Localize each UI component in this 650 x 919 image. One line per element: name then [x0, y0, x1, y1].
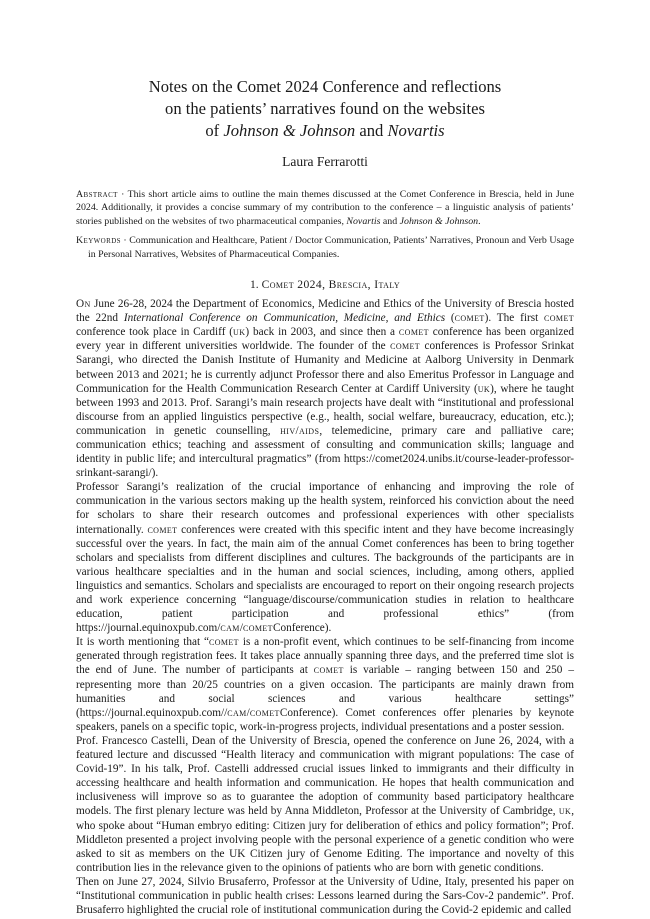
text-run: comet	[249, 706, 280, 719]
keywords-label: Keywords	[76, 235, 121, 247]
text-run: comet	[242, 622, 273, 635]
text-run: comet	[398, 326, 429, 339]
text-run: (	[445, 312, 455, 325]
section-heading	[76, 278, 574, 291]
text-run: uk	[477, 382, 491, 395]
text-run: , who spoke about “Human embryo editing: Citizen jury for deliberation of ethics and policy formation”; Prof. Middleton presented a project involving people with the personal experience of a genetic condition who were asked to sit as members on the UK Citizen jury of Genome Editing. The importance and novelty of this contribution lies in the relevance given to the opinions of patients who are born with genetic conditions.	[76, 805, 574, 874]
text-run: cam	[220, 622, 240, 635]
keywords-text: Communication and Healthcare, Patient / Doctor Communication, Patients’ Narratives, Pronoun and Verb Usage in Personal Narratives, Websites of Pharmaceutical Companies.	[88, 235, 574, 260]
section-number: 1.	[250, 278, 262, 292]
text-run: comet	[454, 312, 485, 325]
abstract-separator: ·	[117, 189, 128, 200]
title-line-3	[76, 120, 574, 142]
abstract-end: .	[478, 215, 481, 227]
text-run: Conference).	[272, 622, 332, 635]
text-run: conference took place in Cardiff (	[76, 326, 234, 339]
paragraph-3	[76, 635, 574, 734]
text-run: ), where he taught between 1993 and 2013. Prof. Sarangi’s main research projects have dealt with “institutional and professional discourse from an applied linguistics perspective (e.g., health, social welfare, bureaucracy, education, etc.); communication in genetic counselling,	[76, 382, 574, 437]
text-run: Prof. Francesco Castelli, Dean of the University of Brescia, opened the conference on June 26, 2024, with a featured lecture and discussed “Health literacy and communication with migrant populations: The case of Covid-19”. In his talk, Prof. Castelli addressed crucial issues linked to immigrants and their difficulty in accessing healthcare and health information and communication. He hopes that health communication and inclusiveness will improve so as to guarantee the adoption of community based participatory healthcare models. The first plenary lecture was held by Anna Middleton, Professor at the University of Cambridge,	[76, 734, 574, 818]
abstract-and: and	[380, 215, 400, 227]
text-run: June 26-28, 2024 the Department of Economics, Medicine and Ethics of the University of Brescia hosted the 22nd	[76, 298, 574, 325]
text-run: conferences is Professor Srinkat Sarangi, who directed the Danish Institute of Humanity and Medicine at Aalborg University in Denmark between 2013 and 2021; he is currently adjunct Professor there and also Emeritus Professor in Language and Communication for the Health Communication Research Center at Cardiff University (	[76, 340, 574, 395]
text-run: comet	[544, 312, 575, 325]
text-run: ). The first	[484, 312, 545, 325]
text-run: Conference). Comet conferences offer plenaries by keynote speakers, panels on a specific topic, work-in-progress projects, individual presentations and a poster session.	[76, 706, 574, 733]
text-run: comet	[313, 664, 344, 677]
title-line-3-prefix: of	[205, 121, 224, 140]
text-run: comet	[147, 523, 178, 536]
title-line-1: Notes on the Comet 2024 Conference and reflections	[148, 77, 502, 96]
section-title: Comet 2024, Brescia, Italy	[261, 278, 400, 292]
text-run: /	[239, 622, 243, 635]
text-run: uk	[558, 805, 572, 818]
title-line-3-and: and	[355, 121, 388, 140]
abstract	[76, 188, 574, 228]
text-run: On	[76, 298, 91, 311]
author-name: Laura Ferrarotti	[282, 154, 368, 169]
text-run: is a non-profit event, which continues to be self-financing from income generated through registration fees. It takes place annually spanning three days, and the preferred time slot is the end of June. The number of participants at	[76, 636, 574, 677]
abstract-company-1: Novartis	[346, 215, 381, 227]
title-line-2: on the patients’ narratives found on the websites	[165, 99, 485, 118]
text-run: is variable – ranging between 150 and 250 – representing more than 20/25 countries on a given occasion. The participants are mainly drawn from humanities and social sciences and various healthcare settings” (https://journal.equinoxpub.com//	[76, 664, 574, 719]
abstract-label: Abstract	[76, 189, 118, 200]
abstract-text: This short article aims to outline the main themes discussed at the Comet Conference in Brescia, held in June 2024. Additionally, it provides a concise summary of my contribution to the conference – a linguistic analysis of patients’ stories published on the websites of two pharmaceutical companies,	[76, 189, 574, 227]
text-run: Professor Sarangi’s realization of the crucial importance of enhancing and improving the role of communication in the various sectors making up the health system, reinforced his conviction about the need for scholars to share their research outcomes and professional experiences with other specialists internationally.	[76, 481, 574, 536]
abstract-company-2: Johnson & Johnson	[399, 215, 479, 227]
text-run: conferences were created with this specific intent and they have become increasingly successful over the years. In fact, the main aim of the annual Comet conferences has been to bring together scholars and specialists from different disciplines and cultures. The backgrounds of the participants are in various healthcare specialties and in the human and social sciences, including, among others, applied linguistics and semantics. Scholars and specialists are encouraged to report on their ongoing research projects and work experience concerning “language/discourse/communication studies in relation to healthcare education, patient participation and professional ethics” (from https://journal.equinoxpub.com/	[76, 523, 574, 635]
title-company-2: Novartis	[387, 121, 445, 140]
text-run: , telemedicine, primary care and palliative care; communication ethics; teaching and assessment of consulting and communication skills; language and identity in public life; and intercultural pragmatics” (from https://comet2024.unibs.it/course-leader-professor-srinkant-sarangi/).	[76, 424, 574, 480]
article-title	[76, 76, 574, 142]
text-run: cam	[227, 706, 247, 719]
keywords-separator: ·	[120, 235, 130, 247]
article-body	[76, 297, 574, 917]
paragraph-2	[76, 480, 574, 635]
text-run: comet	[208, 636, 239, 649]
text-run: /	[246, 706, 250, 719]
text-run: ) back in 2003, and since then a	[245, 326, 399, 339]
paragraph-5	[76, 875, 574, 917]
text-run: International Conference on Communication, Medicine, and Ethics	[123, 312, 446, 325]
paragraph-1	[76, 297, 574, 480]
keywords	[76, 234, 574, 261]
text-run: conference has been organized every year in different universities worldwide. The founder of the	[76, 326, 574, 353]
text-run: It is worth mentioning that “	[76, 636, 209, 649]
paragraph-4	[76, 734, 574, 875]
text-run: comet	[390, 340, 421, 353]
title-company-1: Johnson & Johnson	[223, 121, 356, 140]
text-run: Then on June 27, 2024, Silvio Brusaferro, Professor at the University of Udine, Italy, presented his paper on “Institutional communication in public health crises: Lessons learned during the Sars-Cov-2 pandemic”. Prof. Brusaferro highlighted the crucial role of institutional communication during the Covid-2 epidemic and called	[76, 875, 574, 917]
text-run: hiv/aids	[280, 424, 320, 437]
text-run: uk	[233, 326, 246, 339]
